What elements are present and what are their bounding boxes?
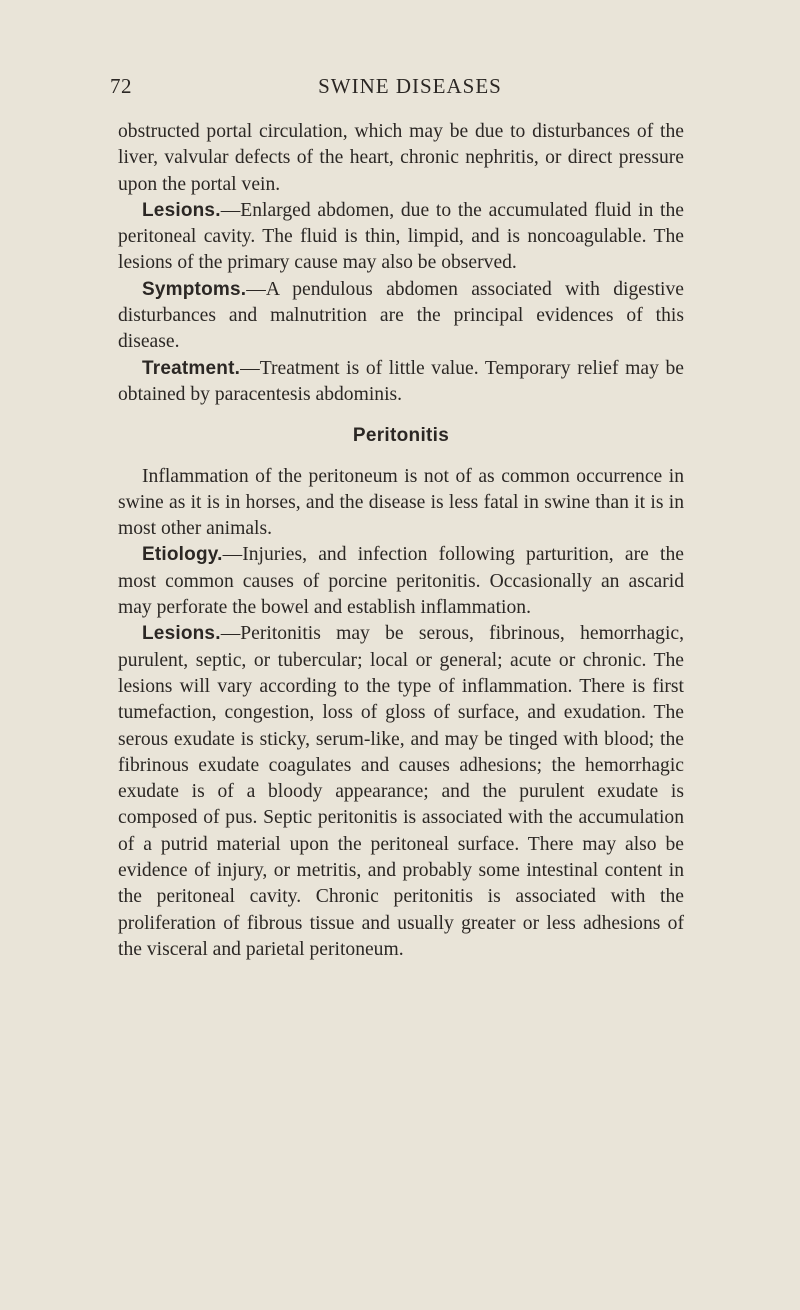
paragraph-lesions [118, 198, 684, 277]
running-title: SWINE DISEASES [318, 74, 502, 98]
paragraph-symptoms [118, 277, 684, 356]
paragraph-lesions-peritonitis [118, 621, 684, 963]
section-heading: Peritonitis [352, 425, 450, 447]
paragraph-etiology [118, 542, 684, 621]
page-number: 72 [110, 74, 132, 98]
paragraph-continuation [118, 119, 684, 198]
paragraph-text: —Treatment is of little value. Temporary relief may be obtained by paracentesis abdominis. [118, 357, 684, 405]
paragraph-text: —Injuries, and infection following parturition, are the most common causes of porcine peritonitis. Occasionally an ascarid may perforate the bowel and establish inflammation. [118, 544, 684, 619]
paragraph-text: Inflammation of the peritoneum is not of as common occurrence in swine as it is in horses, and the disease is less fatal in swine than it is in most other animals. [118, 465, 684, 540]
run-in-heading-symptoms: Symptoms. [142, 278, 247, 300]
run-in-heading-etiology: Etiology. [142, 544, 223, 566]
paragraph-text: —Peritonitis may be serous, fibrinous, hemorrhagic, purulent, septic, or tubercular; local or general; acute or chronic. The lesions will vary according to the type of inflammation. There is first tumefaction, congestion, loss of gloss of surface, and exudation. The serous exudate is sticky, serum-like, and may be tinged with blood; the fibrinous exudate coagulates and causes adhesions; the hemorrhagic exudate is of a bloody appearance; and the purulent exudate is composed of pus. Septic peritonitis is associated with the accumulation of a putrid material upon the peritoneal surface. There may also be evidence of injury, or metritis, and probably some intestinal content in the peritoneal cavity. Chronic peritonitis is associated with the proliferation of fibrous tissue and usually greater or less adhesions of the visceral and parietal peritoneum. [118, 623, 684, 960]
paragraph-intro [118, 464, 684, 543]
paragraph-text: —A pendulous abdomen associated with digestive disturbances and malnutrition are the principal evidences of this disease. [118, 278, 684, 353]
run-in-heading-lesions: Lesions. [142, 199, 221, 221]
paragraph-text: —Enlarged abdomen, due to the accumulated fluid in the peritoneal cavity. The fluid is thin, limpid, and is noncoagulable. The lesions of the primary cause may also be observed. [118, 199, 684, 274]
run-in-heading-treatment: Treatment. [142, 357, 241, 379]
running-head [110, 74, 710, 104]
paragraph-text: obstructed portal circulation, which may be due to disturbances of the liver, valvular defects of the heart, chronic nephritis, or direct pressure upon the portal vein. [118, 121, 684, 195]
run-in-heading-lesions: Lesions. [142, 623, 221, 645]
paragraph-treatment [118, 356, 684, 409]
body-text [118, 119, 684, 963]
